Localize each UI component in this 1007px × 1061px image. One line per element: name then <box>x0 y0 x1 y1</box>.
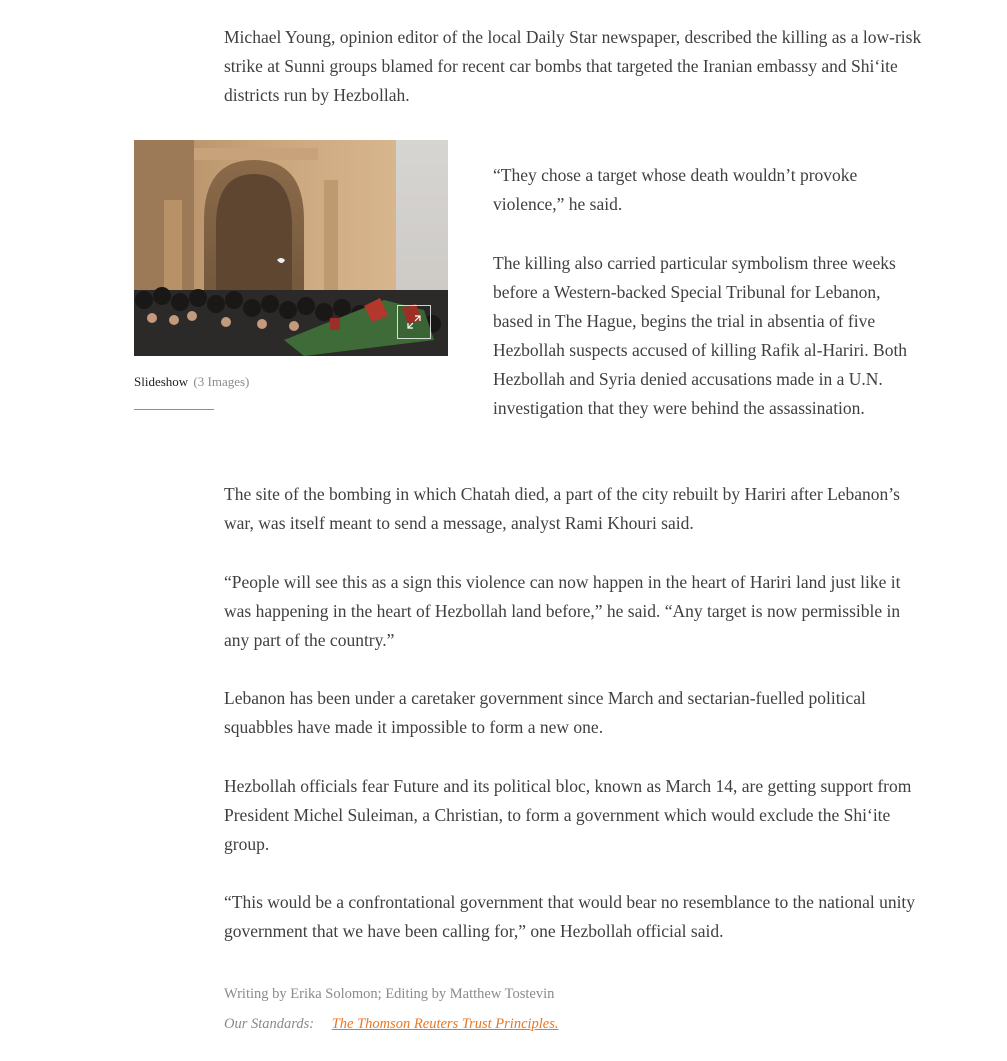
slideshow-caption[interactable] <box>134 372 249 392</box>
article-paragraph: “They chose a target whose death wouldn’t provoke violence,” he said. <box>493 165 858 214</box>
article-paragraph: “This would be a confrontational government that would bear no resemblance to the national unity government that we have been calling for,” one Hezbollah official said. <box>224 892 916 941</box>
expand-arrows-icon <box>406 314 422 330</box>
article-paragraph: “People will see this as a sign this violence can now happen in the heart of Hariri land just like it was happening in the heart of Hezbollah land before,” he said. “Any target is now permissible in any part of the country.” <box>224 572 901 650</box>
caption-underline <box>134 409 214 410</box>
standards-label: Our Standards: <box>224 1016 315 1032</box>
expand-button[interactable] <box>397 305 431 339</box>
article-paragraph: The site of the bombing in which Chatah died, a part of the city rebuilt by Hariri after Lebanon’s war, was itself meant to send a message, analyst Rami Khouri said. <box>224 484 900 533</box>
slideshow-label[interactable]: Slideshow <box>134 374 189 389</box>
trust-principles-link[interactable]: The Thomson Reuters Trust Principles. <box>331 1016 559 1032</box>
article-paragraph: Hezbollah officials fear Future and its political bloc, known as March 14, are getting support from President Michel Suleiman, a Christian, to form a government which would exclude the Shi‘ite group. <box>224 776 912 854</box>
standards-line <box>224 1013 559 1035</box>
article-paragraph: Michael Young, opinion editor of the local Daily Star newspaper, described the killing as a low-risk strike at Sunni groups blamed for recent car bombs that targeted the Iranian embassy and Shi‘ite districts run by Hezbollah. <box>224 27 922 105</box>
slideshow-image-count: (3 Images) <box>193 374 250 389</box>
article-byline: Writing by Erika Solomon; Editing by Matthew Tostevin <box>224 986 555 1002</box>
article-paragraph: The killing also carried particular symbolism three weeks before a Western-backed Special Tribunal for Lebanon, based in The Hague, begins the trial in absentia of five Hezbollah suspects accused of killing Rafik al-Hariri. Both Hezbollah and Syria denied accusations made in a U.N. investigation that they were behind the assassination. <box>493 253 908 418</box>
slideshow-image[interactable] <box>134 140 448 356</box>
article-paragraph: Lebanon has been under a caretaker government since March and sectarian-fuelled political squabbles have made it impossible to form a new one. <box>224 688 866 737</box>
